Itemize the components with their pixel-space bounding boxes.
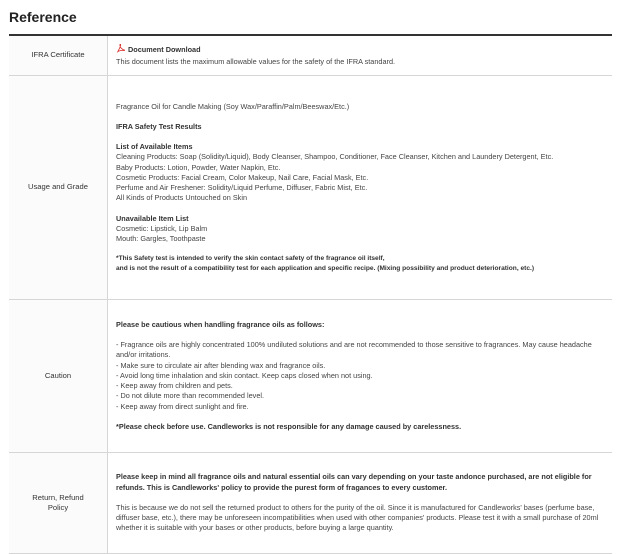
row-label-ifra: IFRA Certificate <box>9 35 108 76</box>
list-item: - Make sure to circulate air after blending wax and fragrance oils. <box>116 360 326 370</box>
table-row <box>9 300 612 453</box>
document-download-link[interactable] <box>116 44 606 56</box>
list-item: All Kinds of Products Untouched on Skin <box>116 193 248 203</box>
table-row <box>9 453 612 554</box>
document-download-label[interactable]: Document Download <box>128 45 201 55</box>
usage-intro: Fragrance Oil for Candle Making (Soy Wax/Paraffin/Palm/Beeswax/Etc.) <box>116 101 350 111</box>
safety-title: IFRA Safety Test Results <box>116 122 202 132</box>
list-item: - Avoid long time inhalation and skin contact. Keep caps closed when not using. <box>116 370 373 380</box>
list-item: - Keep away from children and pets. <box>116 381 233 391</box>
row-content-ifra <box>108 35 613 76</box>
safety-note: *This Safety test is intended to verify the skin contact safety of the fragrance oil itself, <box>116 255 385 263</box>
reference-table <box>9 34 612 554</box>
table-row <box>9 76 612 300</box>
row-label-return <box>9 453 108 554</box>
unavailable-title: Unavailable Item List <box>116 213 189 223</box>
row-content-usage <box>108 76 613 300</box>
row-label-caution: Caution <box>9 300 108 453</box>
list-item: - Fragrance oils are highly concentrated 100% undiluted solutions and are not recommended to those sensitive to fragrances. May cause headache and/or irritations. <box>116 340 592 360</box>
list-item: Perfume and Air Freshener: Solidity/Liquid Perfume, Diffuser, Fabric Mist, Etc. <box>116 183 368 193</box>
safety-note: and is not the result of a compatibility test for each application and specific recipe. (Mixing possibility and product deterioration, etc.) <box>116 264 535 272</box>
caution-footer: *Please check before use. Candleworks is not responsible for any damage caused by carelessness. <box>116 421 462 431</box>
caution-title: Please be cautious when handling fragrance oils as follows: <box>116 320 325 330</box>
list-item: - Do not dilute more than recommended level. <box>116 391 265 401</box>
pdf-icon <box>116 44 125 56</box>
return-policy-text: This is because we do not sell the returned product to others for the purity of the oil. Since it is manufactured for Candleworks' bases (perfume base, diffuser base, etc.), there may be unforeseen incompatibilities when used with other companies' products. Please test it with a small purchase of 20ml whether it is suitable with your bases or other products, before buying a large quantity. <box>116 502 599 533</box>
return-label-line1: Return, Refund <box>32 492 84 502</box>
return-policy-bold: Please keep in mind all fragrance oils and natural essential oils can vary depending on your taste andonce purchased, are not eligible for refunds. This is Candleworks' policy to provide the purest form of fragances to every customer. <box>116 472 592 492</box>
table-row <box>9 35 612 76</box>
ifra-description: This document lists the maximum allowable values for the safety of the IFRA standard. <box>116 56 396 66</box>
list-item: Cosmetic: Lipstick, Lip Balm <box>116 223 208 233</box>
return-label-line2: Policy <box>47 503 69 512</box>
row-content-return <box>108 453 613 554</box>
list-item: Cosmetic Products: Facial Cream, Color Makeup, Nail Care, Facial Mask, Etc. <box>116 172 369 182</box>
page-title: Reference <box>9 9 77 25</box>
list-item: Baby Products: Lotion, Powder, Water Napkin, Etc. <box>116 162 281 172</box>
available-title: List of Available Items <box>116 142 193 152</box>
row-label-usage: Usage and Grade <box>9 76 108 300</box>
list-item: Cleaning Products: Soap (Solidity/Liquid), Body Cleanser, Shampoo, Conditioner, Face Cleanser, Kitchen and Laundery Detergent, Etc. <box>116 152 554 162</box>
list-item: Mouth: Gargles, Toothpaste <box>116 233 206 243</box>
list-item: - Keep away from direct sunlight and fire. <box>116 401 249 411</box>
row-content-caution <box>108 300 613 453</box>
